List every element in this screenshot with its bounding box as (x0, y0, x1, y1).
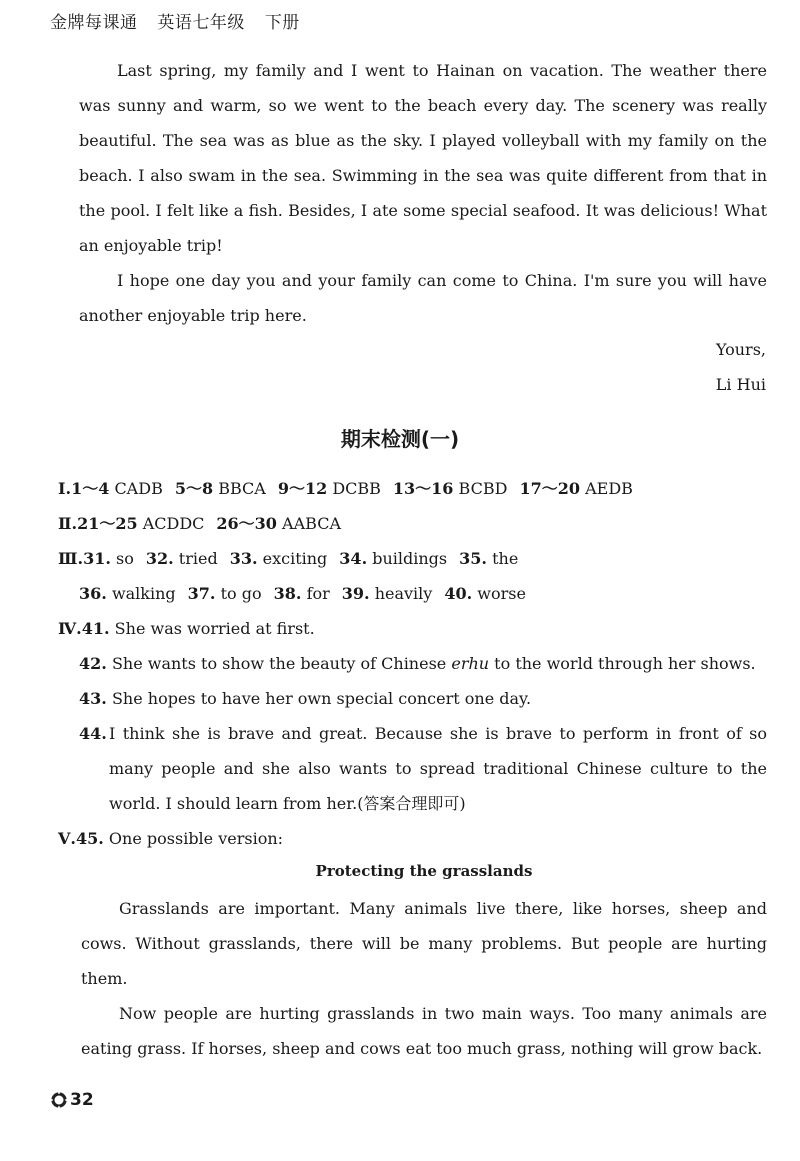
answer-41 (58, 611, 315, 646)
answer-43 (79, 681, 531, 716)
answer-value: tried (178, 549, 218, 568)
book-name: 金牌每课通 (50, 13, 138, 33)
section-number: Ⅴ. (58, 829, 76, 848)
question-number: 33. (229, 549, 258, 568)
question-number: 40. (444, 584, 473, 603)
question-number: 44. (79, 724, 107, 743)
answer-value: CADB (114, 479, 163, 498)
question-number: 36. (79, 584, 107, 603)
answer-range: 13～16 (392, 479, 454, 498)
question-number: 42. (79, 654, 107, 673)
question-number: 41. (81, 619, 110, 638)
answer-value: DCBB (332, 479, 381, 498)
answer-text: I think she is brave and great. Because she is brave to perform in front of so many people and she also wants to spread traditional Chinese culture to the world. I should learn from her.(答案合理即可) (109, 724, 767, 813)
essay-title: Protecting the grasslands (315, 862, 533, 880)
question-number: 39. (341, 584, 370, 603)
letter-paragraph-1: Last spring, my family and I went to Hainan on vacation. The weather there was sunny and warm, so we went to the beach every day. The scenery was really beautiful. The sea was as blue as the sky. I played volleyball with my family on the beach. I also swam in the sea. Swimming in the sea was quite different from that in the pool. I felt like a fish. Besides, I ate some special seafood. It was delicious! What an enjoyable trip! (79, 61, 767, 255)
answer-range: 9～12 (277, 479, 328, 498)
letter-paragraph-2: I hope one day you and your family can come to China. I'm sure you will have another enjoyable trip here. (79, 271, 767, 325)
answer-section-1 (58, 471, 645, 506)
answer-value: buildings (372, 549, 448, 568)
subject-grade: 英语七年级 (157, 13, 245, 33)
section-number: Ⅳ. (58, 619, 82, 638)
answer-value: heavily (374, 584, 433, 603)
essay-body (81, 891, 767, 1066)
answer-range: 1～4 (71, 479, 110, 498)
answer-value: walking (111, 584, 176, 603)
answer-section-2 (58, 506, 353, 541)
answer-section-3-row-2 (79, 576, 538, 611)
page-number-text: 32 (70, 1090, 94, 1110)
answer-text: She hopes to have her own special concert one day. (111, 689, 532, 708)
gear-icon (50, 1091, 68, 1109)
answer-text: She was worried at first. (114, 619, 315, 638)
answer-value: BBCA (218, 479, 266, 498)
answer-value: exciting (262, 549, 328, 568)
question-number: 45. (75, 829, 104, 848)
essay-paragraph-2: Now people are hurting grasslands in two main ways. Too many animals are eating grass. If horses, sheep and cows eat too much grass, nothing will grow back. (81, 1004, 767, 1058)
essay-paragraph-1: Grasslands are important. Many animals live there, like horses, sheep and cows. Without grasslands, there will be many problems. But people are hurting them. (81, 899, 767, 988)
answer-value: AEDB (585, 479, 633, 498)
letter-signature: Li Hui (715, 375, 766, 394)
answer-value: so (116, 549, 134, 568)
question-number: 37. (187, 584, 216, 603)
section-number: Ⅰ. (58, 479, 72, 498)
volume: 下册 (264, 13, 300, 33)
section-number: Ⅲ. (58, 549, 84, 568)
answer-45 (58, 821, 283, 856)
answer-value: for (306, 584, 330, 603)
answer-value: ACDDC (142, 514, 205, 533)
answer-text: She wants to show the beauty of Chinese (111, 654, 452, 673)
answer-text: One possible version: (108, 829, 284, 848)
answer-value: the (492, 549, 519, 568)
answer-value: AABCA (282, 514, 342, 533)
question-number: 34. (339, 549, 368, 568)
answer-range: 5～8 (174, 479, 214, 498)
answer-value: worse (477, 584, 526, 603)
question-number: 43. (79, 689, 107, 708)
running-header (50, 8, 314, 33)
answer-value: BCBD (458, 479, 508, 498)
section-number: Ⅱ. (58, 514, 78, 533)
question-number: 31. (83, 549, 111, 568)
question-number: 35. (459, 549, 487, 568)
answer-42 (79, 646, 756, 681)
page-number (50, 1090, 94, 1110)
answer-emphasis: erhu (451, 654, 490, 673)
question-number: 38. (273, 584, 302, 603)
answer-44 (79, 716, 767, 821)
letter-body (79, 53, 767, 333)
letter-closing: Yours, (715, 340, 766, 359)
question-number: 32. (145, 549, 174, 568)
answer-value: to go (220, 584, 262, 603)
answer-text: to the world through her shows. (489, 654, 756, 673)
answer-section-3-row-1 (58, 541, 530, 576)
answer-range: 17～20 (519, 479, 580, 498)
section-title: 期末检测(一) (340, 427, 460, 451)
answer-range: 26～30 (216, 514, 277, 533)
answer-range: 21～25 (77, 514, 138, 533)
